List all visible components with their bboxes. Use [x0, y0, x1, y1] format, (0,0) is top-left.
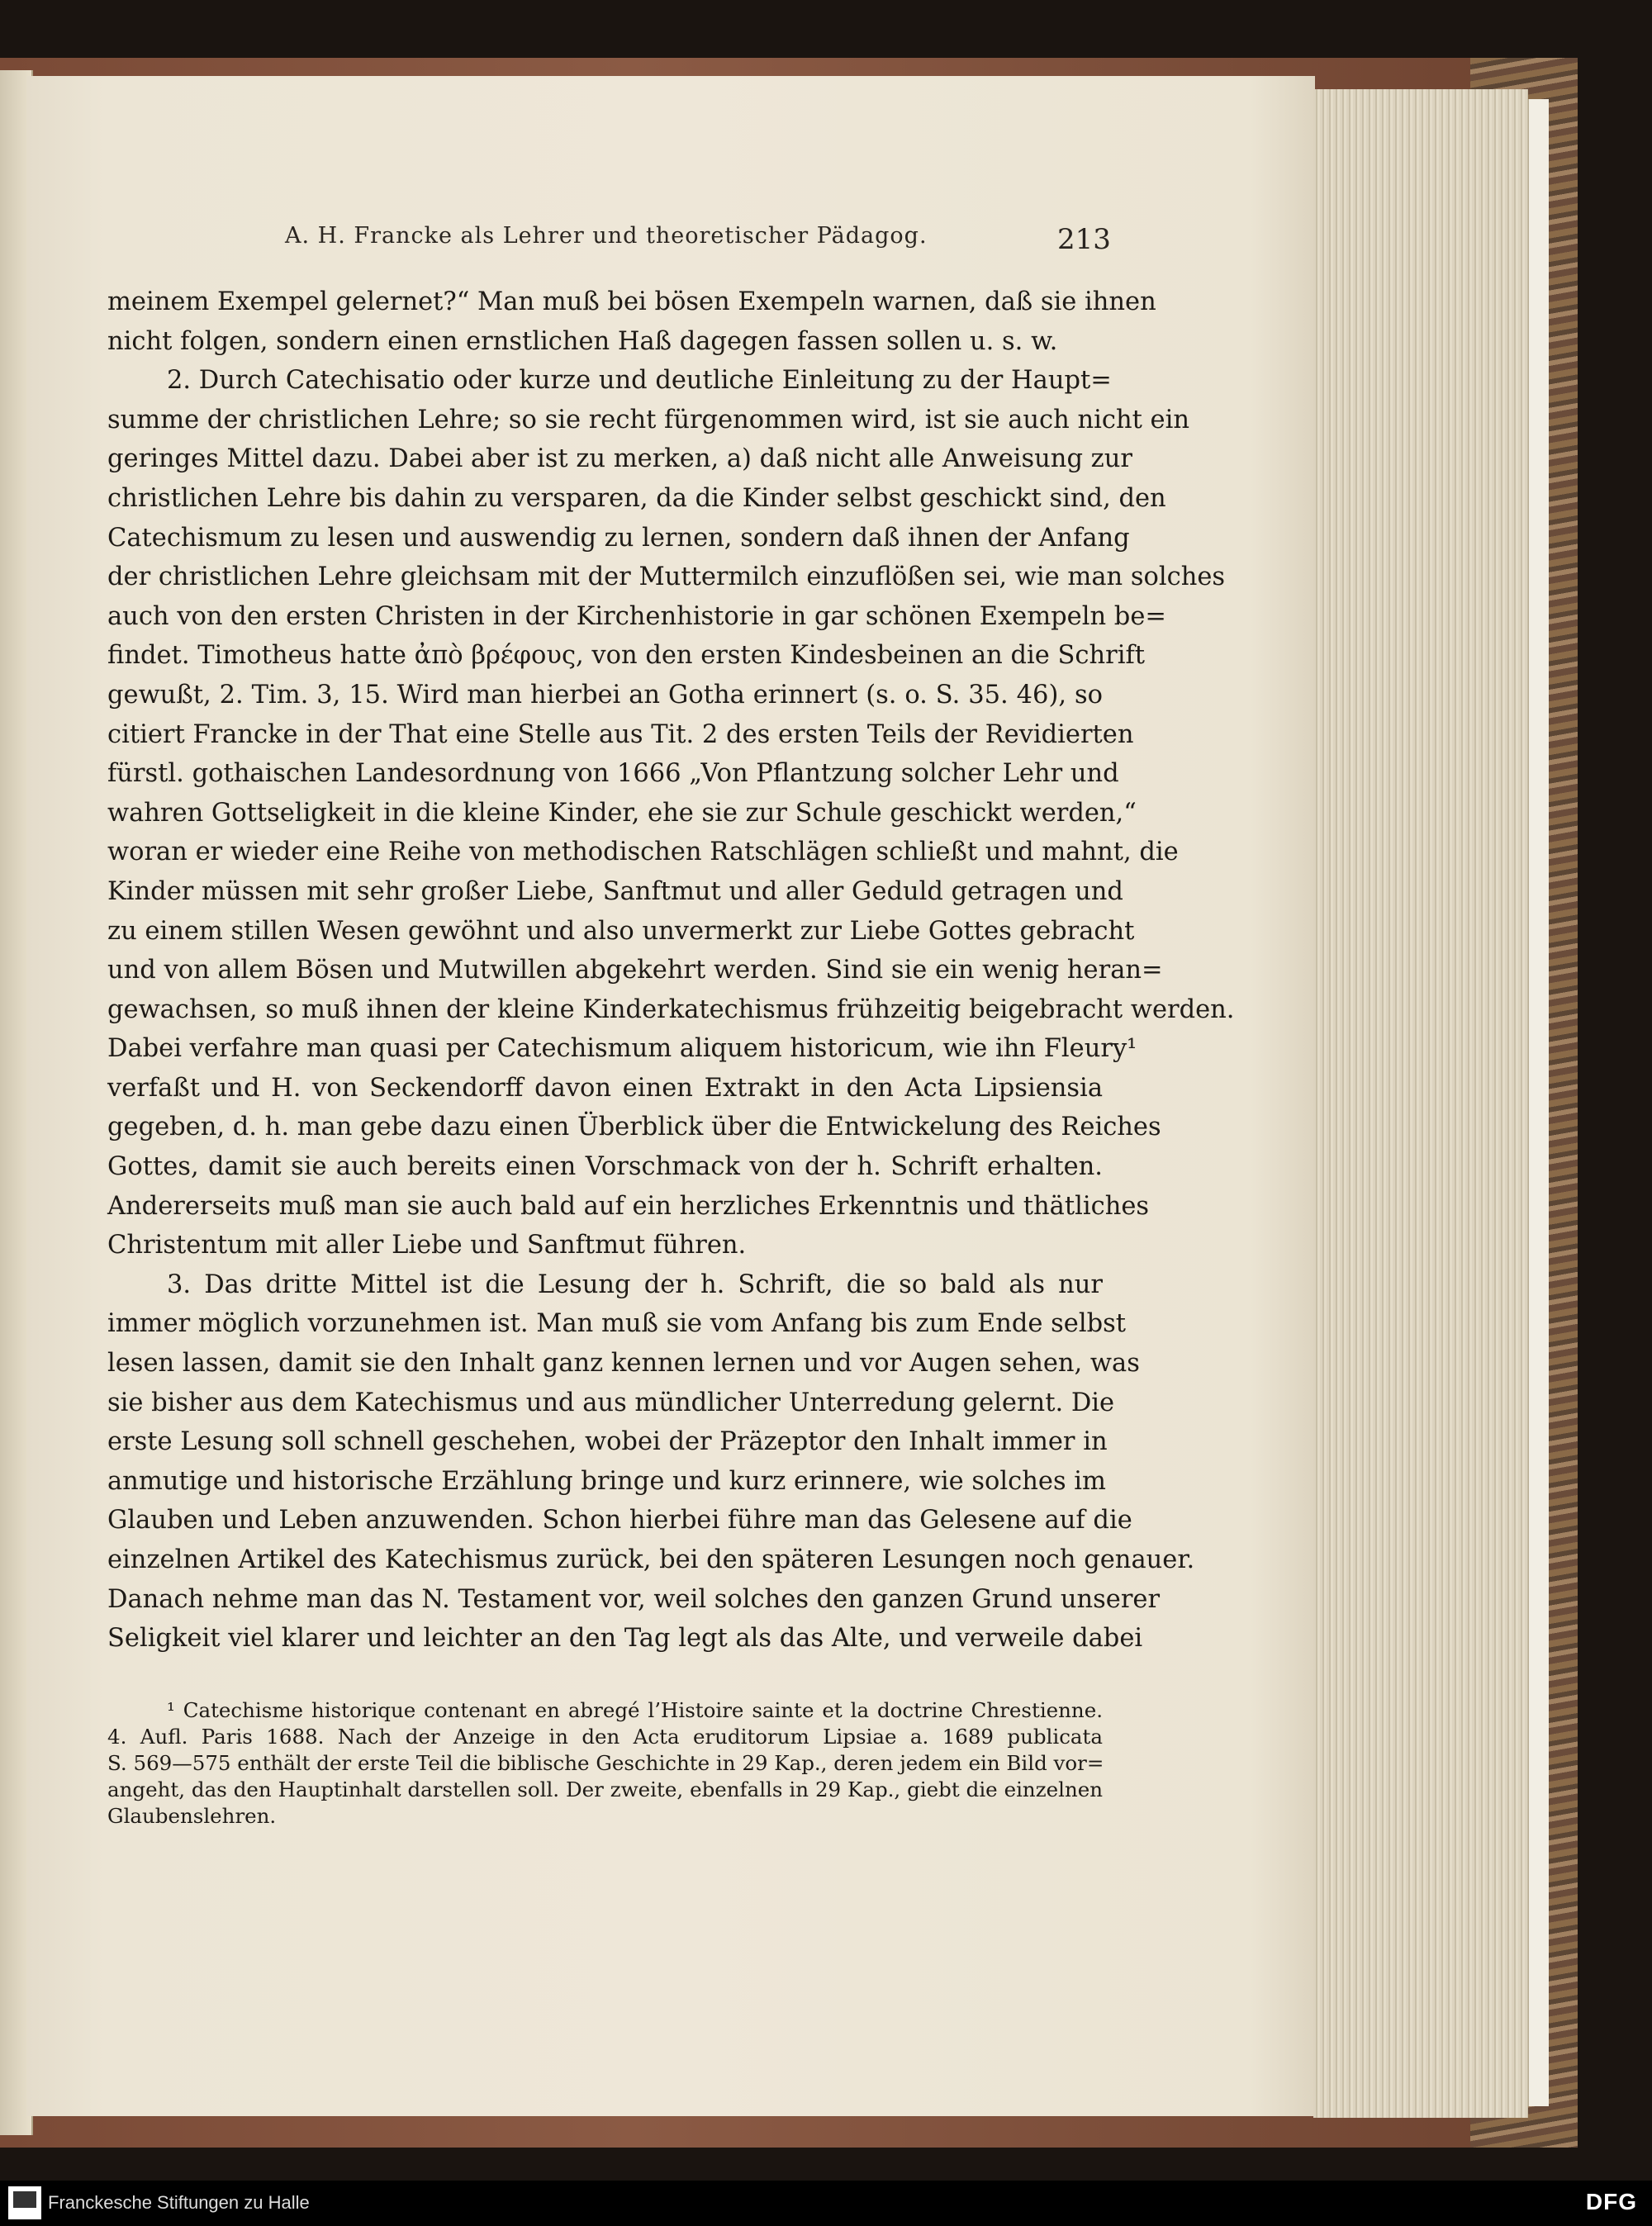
- text-line: zu einem stillen Wesen gewöhnt und also unvermerkt zur Liebe Gottes gebracht: [107, 916, 1135, 946]
- text-line: 2. Durch Catechisatio oder kurze und deutliche Einleitung zu der Haupt=: [167, 366, 1112, 396]
- text-line: nicht folgen, sondern einen ernstlichen Haß dagegen fassen sollen u. s. w.: [107, 326, 1058, 356]
- text-line: gewußt, 2. Tim. 3, 15. Wird man hierbei an Gotha erinnert (s. o. S. 35. 46), so: [107, 680, 1103, 710]
- footnote-line: Glaubenslehren.: [107, 1804, 277, 1828]
- text-line: findet. Timotheus hatte ἀπὸ βρέφους, von den ersten Kindesbeinen an die Schrift: [107, 641, 1145, 671]
- text-line: Andererseits muß man sie auch bald auf ein herzliches Erkenntnis und thätliches: [107, 1191, 1150, 1221]
- text-line: gewachsen, so muß ihnen der kleine Kinderkatechismus frühzeitig beigebracht werden.: [107, 994, 1235, 1024]
- text-line: Dabei verfahre man quasi per Catechismum aliquem historicum, wie ihn Fleury¹: [107, 1034, 1137, 1064]
- text-line: Glauben und Leben anzuwenden. Schon hierbei führe man das Gelesene auf die: [107, 1506, 1132, 1535]
- text-line: Catechismum zu lesen und auswendig zu lernen, sondern daß ihnen der Anfang: [107, 523, 1130, 553]
- dfg-logo: DFG: [1585, 2189, 1637, 2214]
- body-text: [107, 282, 1235, 1659]
- text-line: woran er wieder eine Reihe von methodischen Ratschlägen schließt und mahnt, die: [107, 838, 1179, 867]
- text-line: immer möglich vorzunehmen ist. Man muß sie vom Anfang bis zum Ende selbst: [107, 1309, 1127, 1339]
- text-line: und von allem Bösen und Mutwillen abgekehrt werden. Sind sie ein wenig heran=: [107, 956, 1163, 985]
- institution-logo-icon: [8, 2186, 41, 2219]
- footnote: [107, 1697, 1103, 1830]
- text-line: erste Lesung soll schnell geschehen, wobei der Präzeptor den Inhalt immer in: [107, 1427, 1108, 1457]
- text-line: meinem Exempel gelernet?“ Man muß bei bösen Exempeln warnen, daß sie ihnen: [107, 287, 1156, 316]
- text-line: summe der christlichen Lehre; so sie recht fürgenommen wird, ist sie auch nicht ein: [107, 405, 1189, 434]
- footnote-line: ¹ Catechisme historique contenant en abregé l’Histoire sainte et la doctrine Chrestienne.: [167, 1698, 1103, 1722]
- text-line: auch von den ersten Christen in der Kirchenhistorie in gar schönen Exempeln be=: [107, 601, 1166, 631]
- running-title: A. H. Francke als Lehrer und theoretischer Pädagog.: [285, 223, 928, 249]
- text-line: geringes Mittel dazu. Dabei aber ist zu merken, a) daß nicht alle Anweisung zur: [107, 444, 1132, 474]
- viewer-footer: [0, 2181, 1652, 2226]
- page-stack: [1313, 89, 1528, 2118]
- page-stack-edge: [1528, 99, 1549, 2106]
- text-line: lesen lassen, damit sie den Inhalt ganz kennen lernen und vor Augen sehen, was: [107, 1349, 1140, 1379]
- footnote-line: S. 569—575 enthält der erste Teil die biblische Geschichte in 29 Kap., deren jedem ein Bild vor=: [107, 1751, 1104, 1775]
- text-line: Kinder müssen mit sehr großer Liebe, Sanftmut und aller Geduld getragen und: [107, 876, 1123, 906]
- text-line: anmutige und historische Erzählung bringe und kurz erinnere, wie solches im: [107, 1466, 1106, 1496]
- text-line: christlichen Lehre bis dahin zu versparen, da die Kinder selbst geschickt sind, den: [107, 483, 1166, 513]
- text-line: gegeben, d. h. man gebe dazu einen Überblick über die Entwickelung des Reiches: [107, 1113, 1161, 1142]
- text-line: Seligkeit viel klarer und leichter an den Tag legt als das Alte, und verweile dabei: [107, 1624, 1143, 1654]
- text-line: Gottes, damit sie auch bereits einen Vorschmack von der h. Schrift erhalten.: [107, 1152, 1103, 1182]
- footnote-line: angeht, das den Hauptinhalt darstellen soll. Der zweite, ebenfalls in 29 Kap., giebt die einzelnen: [107, 1777, 1103, 1801]
- text-line: der christlichen Lehre gleichsam mit der Muttermilch einzuflößen sei, wie man solches: [107, 562, 1226, 592]
- text-line: Christentum mit aller Liebe und Sanftmut führen.: [107, 1231, 747, 1260]
- text-line: citiert Francke in der That eine Stelle aus Tit. 2 des ersten Teils der Revidierten: [107, 719, 1134, 749]
- text-line: wahren Gottseligkeit in die kleine Kinder, ehe sie zur Schule geschickt werden,“: [107, 798, 1137, 828]
- footnote-line: 4. Aufl. Paris 1688. Nach der Anzeige in den Acta eruditorum Lipsiae a. 1689 publicata: [107, 1725, 1103, 1749]
- text-line: sie bisher aus dem Katechismus und aus mündlicher Unterredung gelernt. Die: [107, 1388, 1115, 1417]
- institution-name: Franckesche Stiftungen zu Halle: [48, 2192, 310, 2213]
- text-line: fürstl. gothaischen Landesordnung von 1666 „Von Pflantzung solcher Lehr und: [107, 759, 1119, 789]
- text-line: Danach nehme man das N. Testament vor, weil solches den ganzen Grund unserer: [107, 1584, 1161, 1614]
- text-line: einzelnen Artikel des Katechismus zurück, bei den späteren Lesungen noch genauer.: [107, 1545, 1195, 1574]
- text-line: 3. Das dritte Mittel ist die Lesung der h. Schrift, die so bald als nur: [167, 1270, 1103, 1299]
- page-number: 213: [1057, 223, 1111, 256]
- text-line: verfaßt und H. von Seckendorff davon einen Extrakt in den Acta Lipsiensia: [107, 1073, 1103, 1103]
